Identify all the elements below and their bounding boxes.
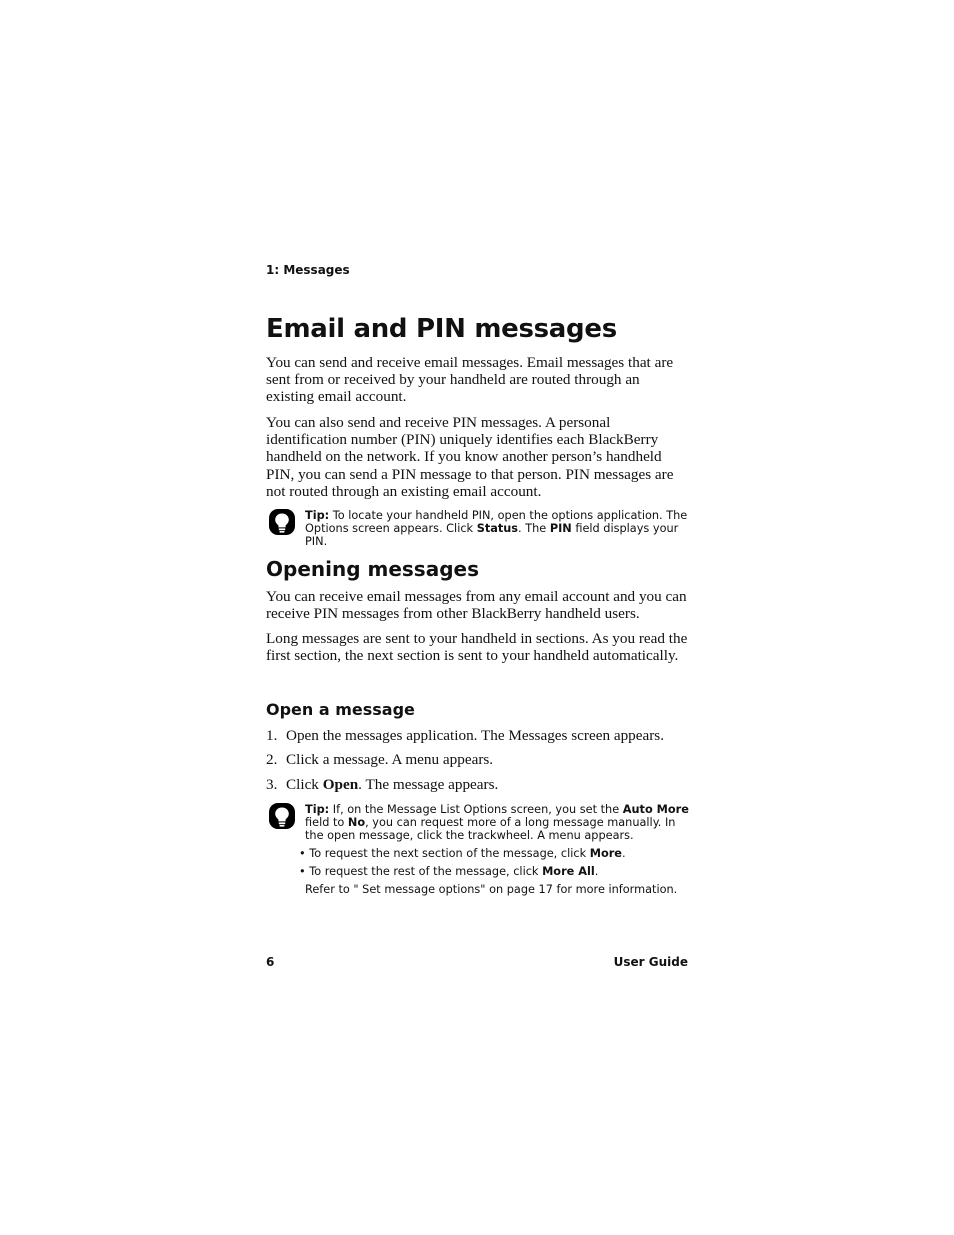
bullet-text: To request the rest of the message, click [305,865,543,878]
bullet-text: . [621,847,626,860]
tip-text [305,509,691,548]
more-term: More [589,847,622,860]
step-item [266,751,493,768]
step-number: 2. [266,751,278,768]
tip-box-auto-more [266,802,691,902]
tip-text-part: field displays your PIN. [305,522,679,548]
bullet-mark: • [299,847,306,860]
lightbulb-icon [268,508,296,536]
bullet-text: To request the next section of the message, click [305,847,590,860]
step-text: . The message appears. [358,776,499,793]
lightbulb-icon [268,802,296,830]
opening-paragraph-2: Long messages are sent to your handheld in sections. As you read the first section, the next section is sent to your handheld automatically. [266,630,688,665]
page-title: Email and PIN messages [266,314,617,344]
footer-title: User Guide [613,955,688,969]
tip-text-part: To locate your handheld PIN, open the options application. The Options screen appears. Click [305,509,688,535]
tip-label: Tip: [305,803,330,816]
step-text: Click a message. A menu appears. [286,751,494,768]
opening-paragraph-1: You can receive email messages from any email account and you can receive PIN messages from other BlackBerry handheld users. [266,588,687,623]
tip-bullet-item [299,865,598,878]
section-label: 1: Messages [266,263,350,277]
subheading-open-a-message: Open a message [266,700,415,719]
step-text: Open the messages application. The Messages screen appears. [286,727,665,744]
intro-paragraph-2: You can also send and receive PIN messages. A personal identification number (PIN) uniquely identifies each BlackBerry handheld on the network. If you know another person’s handheld PIN, you can send a PIN message to that person. PIN messages are not routed through an existing email account. [266,414,674,500]
step-number: 1. [266,727,278,744]
intro-paragraph-1: You can send and receive email messages. Email messages that are sent from or received by your handheld are routed through an existing email account. [266,354,674,406]
tip-text-part: If, on the Message List Options screen, you set the [329,803,623,816]
step-item [266,727,664,744]
open-term: Open [322,776,359,793]
cross-reference-text: Refer to " Set message options" on page 17 for more information. [305,883,678,896]
no-term: No [347,816,366,829]
bullet-text: . [594,865,599,878]
step-text: Click [286,776,323,793]
tip-box-pin [266,508,691,548]
step-number: 3. [266,776,278,793]
status-term: Status [476,522,519,535]
section-heading-opening-messages: Opening messages [266,557,479,581]
tip-label: Tip: [305,509,330,522]
more-all-term: More All [542,865,595,878]
tip-text-part: , you can request more of a long message manually. In the open message, click the trackwheel. A menu appears. [305,816,676,842]
page-number: 6 [266,955,275,969]
tip-text-part: . The [518,522,550,535]
bullet-mark: • [299,865,306,878]
tip-text-part: field to [305,816,348,829]
step-item [266,776,498,793]
tip-text [305,803,691,842]
pin-term: PIN [549,522,572,535]
tip-bullet-item [299,847,626,860]
auto-more-term: Auto More [622,803,689,816]
